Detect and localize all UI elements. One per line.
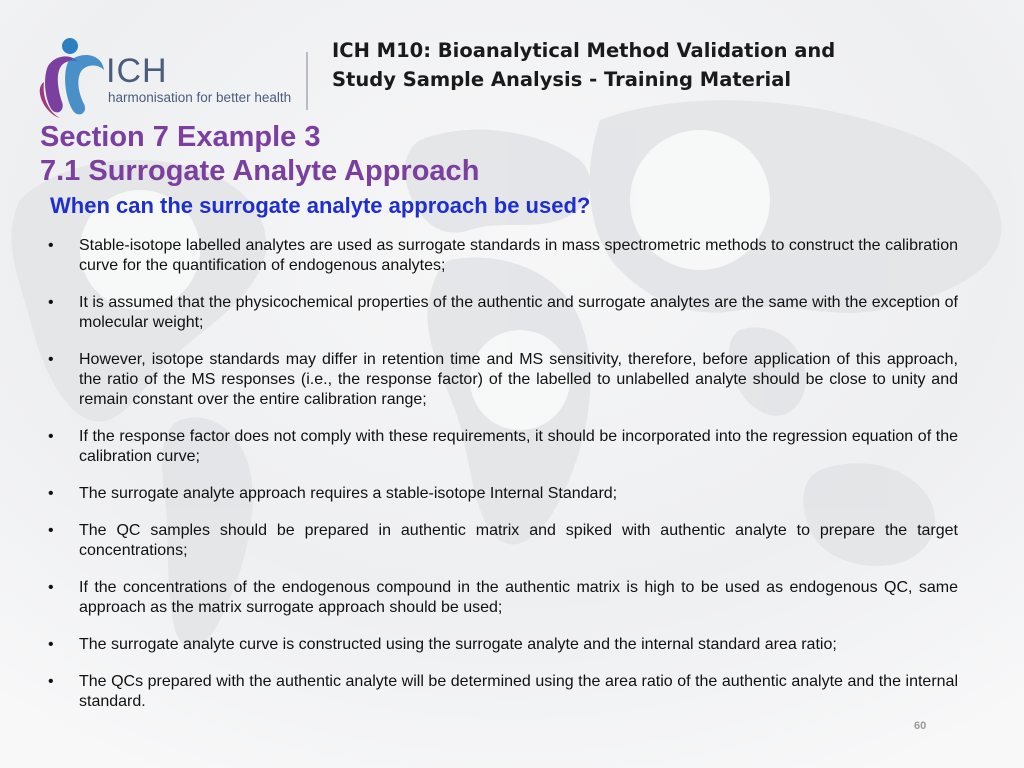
bullet-item — [46, 484, 958, 504]
bullet-dot: • — [48, 237, 54, 254]
bullet-item — [46, 293, 958, 333]
bullet-dot: • — [48, 294, 54, 311]
bullet-item — [46, 578, 958, 618]
bullet-text: The QC samples should be prepared in authentic matrix and spiked with authentic analyte to prepare the target concentrations; — [79, 522, 958, 559]
bullet-item — [46, 350, 958, 410]
slide-question: When can the surrogate analyte approach be used? — [50, 193, 591, 218]
bullet-text: Stable-isotope labelled analytes are used as surrogate standards in mass spectrometric methods to construct the calibration curve for the quantification of endogenous analytes; — [79, 237, 958, 274]
logo-wordmark: ICH — [106, 52, 168, 90]
bullet-item — [46, 635, 958, 655]
bullet-item — [46, 672, 958, 712]
bullet-text: It is assumed that the physicochemical properties of the authentic and surrogate analytes are the same with the exception of molecular weight; — [79, 294, 958, 331]
bullet-item — [46, 427, 958, 467]
bullet-dot: • — [48, 673, 54, 690]
section-heading-line1: Section 7 Example 3 — [40, 121, 321, 153]
bullet-dot: • — [48, 485, 54, 502]
bullet-text: The QCs prepared with the authentic analyte will be determined using the area ratio of the authentic analyte and the internal standard. — [79, 673, 958, 710]
bullet-dot: • — [48, 579, 54, 596]
bullet-text: The surrogate analyte approach requires a stable-isotope Internal Standard; — [79, 485, 618, 502]
bullet-dot: • — [48, 522, 54, 539]
bullet-item — [46, 521, 958, 561]
bullet-text: If the concentrations of the endogenous compound in the authentic matrix is high to be used as endogenous QC, same approach as the matrix surrogate approach should be used; — [79, 579, 958, 616]
header-divider — [306, 52, 308, 110]
bullet-dot: • — [48, 428, 54, 445]
bullet-dot: • — [48, 636, 54, 653]
bullet-dot: • — [48, 351, 54, 368]
bullet-text: The surrogate analyte curve is constructed using the surrogate analyte and the internal standard area ratio; — [79, 636, 837, 653]
bullet-item — [46, 236, 958, 276]
bullet-text: However, isotope standards may differ in retention time and MS sensitivity, therefore, before application of this approach, the ratio of the MS responses (i.e., the response factor) of the labelled to unlabelled analyte should be close to unity and remain constant over the entire calibration range; — [79, 351, 958, 408]
bullet-list — [46, 236, 958, 729]
section-heading-line2: 7.1 Surrogate Analyte Approach — [40, 155, 480, 187]
document-title: ICH M10: Bioanalytical Method Validation and Study Sample Analysis - Training Material — [332, 39, 836, 91]
section-heading — [40, 120, 479, 188]
bullet-text: If the response factor does not comply with these requirements, it should be incorporated into the regression equation of the calibration curve; — [79, 428, 958, 465]
logo-tagline: harmonisation for better health — [108, 90, 292, 105]
page-number: 60 — [914, 720, 927, 732]
